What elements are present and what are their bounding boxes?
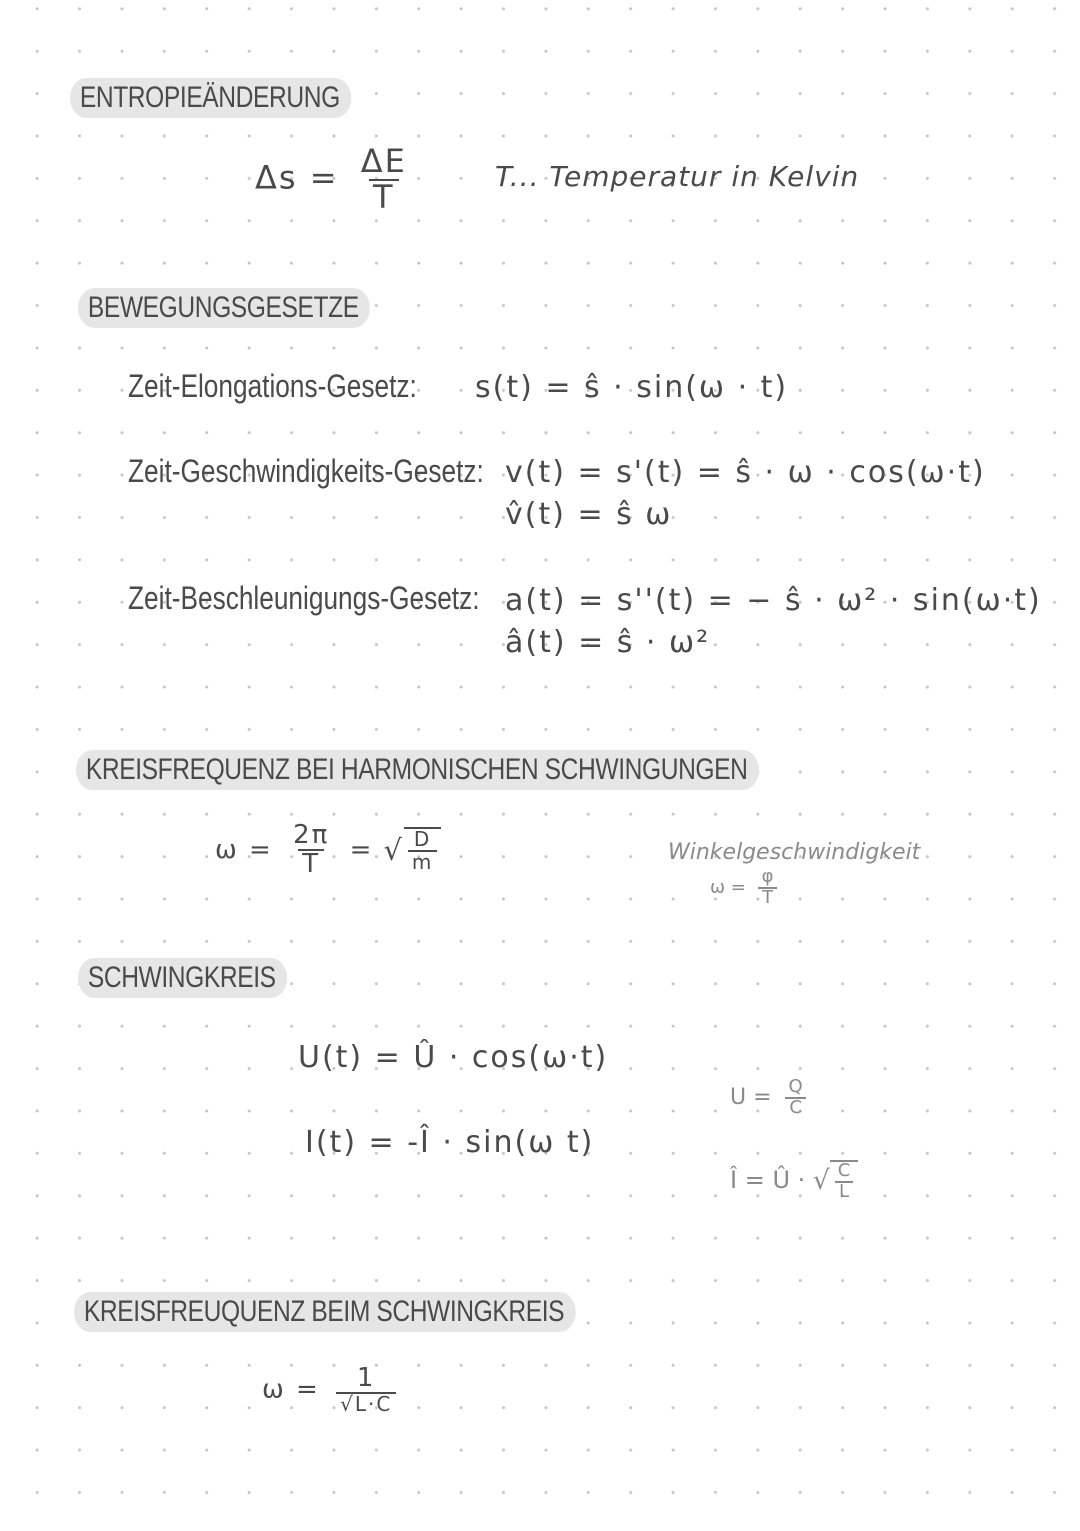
heading-harmonic: KREISFREQUENZ BEI HARMONISCHEN SCHWINGUNGEN <box>76 750 759 790</box>
side-voltage-fraction <box>785 1078 807 1118</box>
side-current-formula <box>730 1160 858 1202</box>
harmonic-formula <box>215 822 441 879</box>
law-label-acceleration: Zeit-Beschleunigungs-Gesetz: <box>128 580 480 616</box>
side-current-numerator: C <box>837 1160 851 1181</box>
harmonic-denominator: T <box>298 849 324 878</box>
side-current-sqrt-body <box>830 1160 859 1202</box>
circuit-frequency-denominator: √L·C <box>336 1392 396 1415</box>
harmonic-sqrt-fraction <box>408 829 437 873</box>
harmonic-sqrt-numerator: D <box>413 827 432 852</box>
entropy-note: T... Temperatur in Kelvin <box>495 160 860 193</box>
heading-motion: BEWEGUNGSGESETZE <box>78 288 370 328</box>
entropy-formula <box>255 142 417 216</box>
law-formula-velocity: v(t) = s'(t) = ŝ · ω · cos(ω·t) <box>505 455 986 490</box>
circuit-frequency-formula <box>262 1365 402 1415</box>
side-angular-fraction <box>758 868 778 908</box>
circuit-frequency-numerator: 1 <box>356 1363 376 1393</box>
harmonic-lhs: ω = <box>215 834 273 865</box>
circuit-formula-voltage: U(t) = Û · cos(ω·t) <box>298 1040 609 1075</box>
side-voltage-lhs: U = <box>730 1084 772 1110</box>
side-voltage-formula <box>730 1078 813 1118</box>
side-voltage-numerator: Q <box>788 1076 803 1097</box>
side-current-fraction <box>834 1162 855 1202</box>
side-current-denominator: L <box>835 1181 853 1202</box>
circuit-frequency-fraction <box>336 1365 396 1415</box>
law-formula-elongation: s(t) = ŝ · sin(ω · t) <box>475 370 789 405</box>
side-angular-numerator: φ <box>761 866 774 887</box>
entropy-fraction <box>357 142 411 216</box>
entropy-numerator: ΔE <box>360 142 407 180</box>
harmonic-sqrt-denominator: m <box>408 850 437 873</box>
harmonic-numerator: 2π <box>293 820 330 850</box>
side-angular-denominator: T <box>758 887 777 908</box>
law-formula-acceleration-amplitude: â(t) = ŝ · ω² <box>505 625 711 660</box>
heading-circuit-frequency: KREISFREUQUENZ BEIM SCHWINGKREIS <box>74 1292 576 1332</box>
harmonic-fraction <box>289 822 333 879</box>
law-formula-velocity-amplitude: v̂(t) = ŝ ω <box>505 497 673 532</box>
entropy-lhs: Δs = <box>255 158 339 197</box>
entropy-denominator: T <box>369 179 399 215</box>
law-label-velocity: Zeit-Geschwindigkeits-Gesetz: <box>128 453 484 489</box>
side-angular-title: Winkelgeschwindigkeit <box>668 840 921 865</box>
side-voltage-denominator: C <box>785 1097 806 1118</box>
sqrt-sign-icon: √ <box>812 1165 830 1197</box>
law-formula-acceleration: a(t) = s''(t) = − ŝ · ω² · sin(ω·t) <box>505 583 1042 618</box>
side-current-sqrt <box>813 1160 858 1202</box>
harmonic-eq: = <box>349 834 374 865</box>
side-angular-formula <box>710 868 784 908</box>
circuit-frequency-lhs: ω = <box>262 1374 320 1405</box>
harmonic-sqrt <box>384 827 442 873</box>
sqrt-sign-icon: √ <box>383 833 404 868</box>
harmonic-sqrt-body <box>404 827 441 873</box>
circuit-formula-current: I(t) = -Î · sin(ω t) <box>305 1125 595 1160</box>
side-current-lhs: Î = Û · <box>730 1165 806 1194</box>
side-angular-lhs: ω = <box>710 876 746 898</box>
heading-circuit: SCHWINGKREIS <box>78 958 287 998</box>
heading-entropy: ENTROPIEÄNDERUNG <box>70 78 351 118</box>
law-label-elongation: Zeit-Elongations-Gesetz: <box>128 368 417 404</box>
